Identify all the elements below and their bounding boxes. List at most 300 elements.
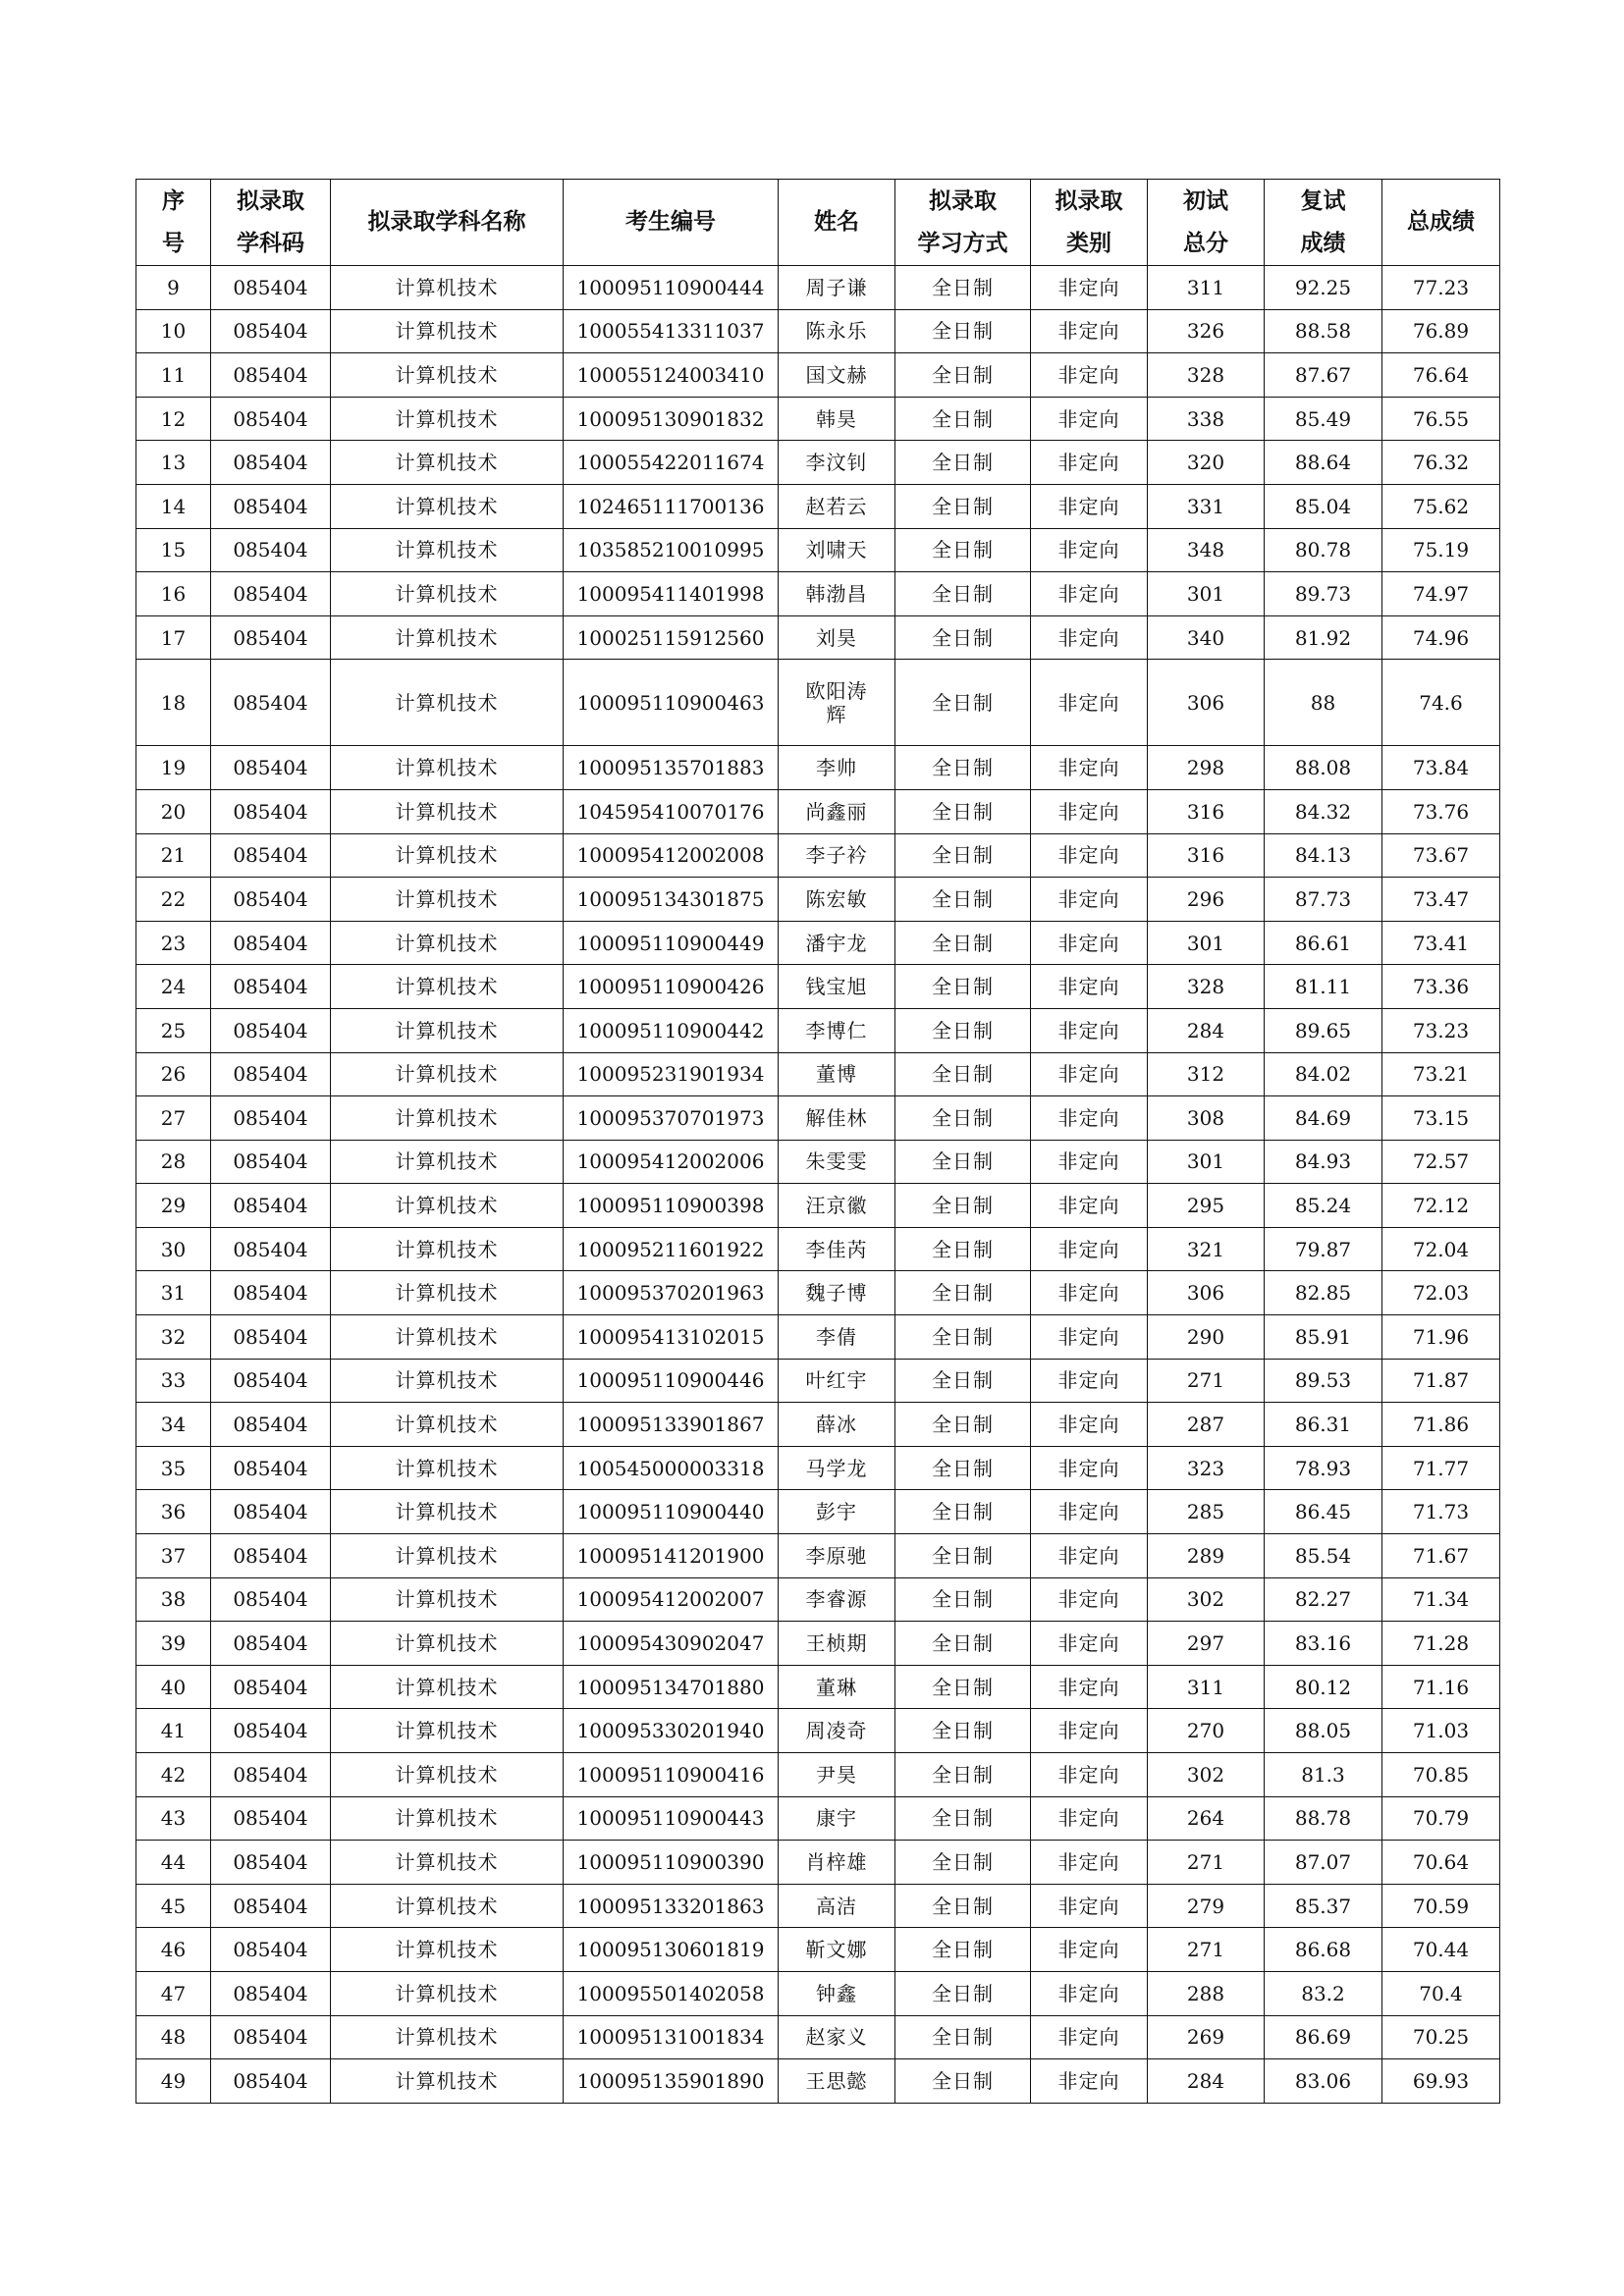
table-row <box>136 1841 1500 1885</box>
cell-retest: 84.02 <box>1265 1052 1382 1096</box>
table-row <box>136 397 1500 441</box>
cell-subject: 计算机技术 <box>331 1184 564 1228</box>
table-row <box>136 1446 1500 1490</box>
cell-name: 国文赫 <box>779 353 895 398</box>
cell-exam_id: 100095330201940 <box>564 1709 779 1753</box>
cell-code: 085404 <box>211 1534 331 1578</box>
cell-retest: 85.37 <box>1265 1884 1382 1928</box>
cell-name: 赵若云 <box>779 484 895 528</box>
cell-category: 非定向 <box>1031 965 1148 1009</box>
cell-subject: 计算机技术 <box>331 660 564 746</box>
cell-study_mode: 全日制 <box>895 1796 1031 1841</box>
table-row <box>136 1884 1500 1928</box>
cell-category: 非定向 <box>1031 1665 1148 1709</box>
cell-exam_id: 100095131001834 <box>564 2015 779 2059</box>
table-row <box>136 1928 1500 1972</box>
table-row <box>136 1665 1500 1709</box>
column-header-code: 拟录取 学科码 <box>211 180 331 266</box>
column-header-exam_id: 考生编号 <box>564 180 779 266</box>
cell-exam_id: 100095110900449 <box>564 921 779 965</box>
cell-retest: 88.08 <box>1265 746 1382 790</box>
cell-code: 085404 <box>211 1052 331 1096</box>
cell-name: 靳文娜 <box>779 1928 895 1972</box>
column-header-category: 拟录取 类别 <box>1031 180 1148 266</box>
cell-exam_id: 100095134701880 <box>564 1665 779 1709</box>
cell-study_mode: 全日制 <box>895 1315 1031 1360</box>
cell-seq: 10 <box>136 309 211 353</box>
cell-total: 71.03 <box>1382 1709 1500 1753</box>
cell-code: 085404 <box>211 266 331 310</box>
cell-total: 73.41 <box>1382 921 1500 965</box>
cell-category: 非定向 <box>1031 1796 1148 1841</box>
cell-category: 非定向 <box>1031 266 1148 310</box>
cell-exam_id: 100095110900398 <box>564 1184 779 1228</box>
admission-results-table <box>135 179 1500 2104</box>
cell-prelim_total: 270 <box>1148 1709 1265 1753</box>
cell-total: 73.76 <box>1382 789 1500 833</box>
cell-category: 非定向 <box>1031 1184 1148 1228</box>
cell-retest: 85.24 <box>1265 1184 1382 1228</box>
cell-code: 085404 <box>211 1884 331 1928</box>
cell-total: 71.96 <box>1382 1315 1500 1360</box>
cell-study_mode: 全日制 <box>895 397 1031 441</box>
cell-name: 汪京徽 <box>779 1184 895 1228</box>
cell-subject: 计算机技术 <box>331 572 564 616</box>
cell-code: 085404 <box>211 1008 331 1052</box>
cell-retest: 84.32 <box>1265 789 1382 833</box>
cell-seq: 28 <box>136 1140 211 1184</box>
table-row <box>136 1577 1500 1622</box>
cell-name: 董琳 <box>779 1665 895 1709</box>
cell-retest: 78.93 <box>1265 1446 1382 1490</box>
cell-seq: 45 <box>136 1884 211 1928</box>
cell-exam_id: 100095135701883 <box>564 746 779 790</box>
cell-category: 非定向 <box>1031 746 1148 790</box>
cell-total: 71.87 <box>1382 1359 1500 1403</box>
table-row <box>136 1271 1500 1315</box>
cell-study_mode: 全日制 <box>895 309 1031 353</box>
cell-exam_id: 100095110900440 <box>564 1490 779 1534</box>
cell-seq: 32 <box>136 1315 211 1360</box>
cell-study_mode: 全日制 <box>895 1403 1031 1447</box>
cell-exam_id: 100095110900442 <box>564 1008 779 1052</box>
cell-study_mode: 全日制 <box>895 1096 1031 1141</box>
cell-category: 非定向 <box>1031 1008 1148 1052</box>
cell-code: 085404 <box>211 2059 331 2104</box>
cell-exam_id: 100055124003410 <box>564 353 779 398</box>
cell-seq: 42 <box>136 1753 211 1797</box>
cell-subject: 计算机技术 <box>331 1315 564 1360</box>
cell-name: 魏子博 <box>779 1271 895 1315</box>
cell-study_mode: 全日制 <box>895 1446 1031 1490</box>
cell-retest: 88 <box>1265 660 1382 746</box>
cell-total: 77.23 <box>1382 266 1500 310</box>
cell-prelim_total: 271 <box>1148 1928 1265 1972</box>
cell-total: 73.47 <box>1382 878 1500 922</box>
table-row <box>136 266 1500 310</box>
cell-prelim_total: 316 <box>1148 789 1265 833</box>
cell-retest: 83.2 <box>1265 1971 1382 2015</box>
cell-prelim_total: 271 <box>1148 1841 1265 1885</box>
cell-seq: 49 <box>136 2059 211 2104</box>
cell-seq: 48 <box>136 2015 211 2059</box>
cell-code: 085404 <box>211 2015 331 2059</box>
cell-prelim_total: 321 <box>1148 1227 1265 1271</box>
cell-seq: 33 <box>136 1359 211 1403</box>
cell-total: 76.55 <box>1382 397 1500 441</box>
cell-category: 非定向 <box>1031 572 1148 616</box>
cell-code: 085404 <box>211 833 331 878</box>
cell-code: 085404 <box>211 615 331 660</box>
cell-retest: 88.64 <box>1265 441 1382 485</box>
cell-total: 75.62 <box>1382 484 1500 528</box>
cell-total: 70.25 <box>1382 2015 1500 2059</box>
cell-study_mode: 全日制 <box>895 1884 1031 1928</box>
cell-study_mode: 全日制 <box>895 1534 1031 1578</box>
cell-name: 解佳林 <box>779 1096 895 1141</box>
cell-total: 70.59 <box>1382 1884 1500 1928</box>
cell-category: 非定向 <box>1031 441 1148 485</box>
cell-subject: 计算机技术 <box>331 353 564 398</box>
cell-exam_id: 104595410070176 <box>564 789 779 833</box>
cell-seq: 27 <box>136 1096 211 1141</box>
cell-exam_id: 100545000003318 <box>564 1446 779 1490</box>
cell-subject: 计算机技术 <box>331 1622 564 1666</box>
cell-prelim_total: 323 <box>1148 1446 1265 1490</box>
table-row <box>136 1315 1500 1360</box>
cell-subject: 计算机技术 <box>331 1928 564 1972</box>
cell-exam_id: 100095231901934 <box>564 1052 779 1096</box>
cell-code: 085404 <box>211 1227 331 1271</box>
cell-category: 非定向 <box>1031 1753 1148 1797</box>
cell-prelim_total: 269 <box>1148 2015 1265 2059</box>
cell-prelim_total: 284 <box>1148 2059 1265 2104</box>
cell-name: 韩渤昌 <box>779 572 895 616</box>
cell-name: 潘宇龙 <box>779 921 895 965</box>
cell-category: 非定向 <box>1031 2015 1148 2059</box>
cell-subject: 计算机技术 <box>331 1140 564 1184</box>
table-row <box>136 1490 1500 1534</box>
cell-name: 李汶钊 <box>779 441 895 485</box>
cell-seq: 24 <box>136 965 211 1009</box>
cell-prelim_total: 320 <box>1148 441 1265 485</box>
cell-subject: 计算机技术 <box>331 1008 564 1052</box>
cell-seq: 12 <box>136 397 211 441</box>
cell-code: 085404 <box>211 1490 331 1534</box>
cell-code: 085404 <box>211 1403 331 1447</box>
cell-retest: 86.61 <box>1265 921 1382 965</box>
cell-study_mode: 全日制 <box>895 441 1031 485</box>
cell-seq: 22 <box>136 878 211 922</box>
cell-name: 欧阳涛 辉 <box>779 660 895 746</box>
cell-seq: 37 <box>136 1534 211 1578</box>
cell-total: 76.89 <box>1382 309 1500 353</box>
table-row <box>136 1622 1500 1666</box>
cell-retest: 83.06 <box>1265 2059 1382 2104</box>
table-row <box>136 1403 1500 1447</box>
cell-retest: 85.49 <box>1265 397 1382 441</box>
cell-category: 非定向 <box>1031 2059 1148 2104</box>
cell-study_mode: 全日制 <box>895 1971 1031 2015</box>
cell-category: 非定向 <box>1031 1577 1148 1622</box>
cell-retest: 81.92 <box>1265 615 1382 660</box>
cell-category: 非定向 <box>1031 1446 1148 1490</box>
cell-exam_id: 100095110900444 <box>564 266 779 310</box>
cell-category: 非定向 <box>1031 1622 1148 1666</box>
cell-retest: 87.67 <box>1265 353 1382 398</box>
cell-exam_id: 100095110900446 <box>564 1359 779 1403</box>
cell-study_mode: 全日制 <box>895 528 1031 572</box>
cell-study_mode: 全日制 <box>895 1008 1031 1052</box>
cell-prelim_total: 326 <box>1148 309 1265 353</box>
cell-code: 085404 <box>211 1622 331 1666</box>
cell-prelim_total: 296 <box>1148 878 1265 922</box>
cell-name: 周凌奇 <box>779 1709 895 1753</box>
cell-total: 76.64 <box>1382 353 1500 398</box>
cell-study_mode: 全日制 <box>895 1622 1031 1666</box>
cell-subject: 计算机技术 <box>331 1841 564 1885</box>
column-header-retest: 复试 成绩 <box>1265 180 1382 266</box>
cell-category: 非定向 <box>1031 660 1148 746</box>
cell-total: 76.32 <box>1382 441 1500 485</box>
cell-study_mode: 全日制 <box>895 1184 1031 1228</box>
cell-code: 085404 <box>211 789 331 833</box>
cell-total: 72.03 <box>1382 1271 1500 1315</box>
cell-exam_id: 100095211601922 <box>564 1227 779 1271</box>
cell-seq: 20 <box>136 789 211 833</box>
cell-name: 李子衿 <box>779 833 895 878</box>
cell-seq: 14 <box>136 484 211 528</box>
cell-name: 陈永乐 <box>779 309 895 353</box>
cell-prelim_total: 328 <box>1148 965 1265 1009</box>
cell-study_mode: 全日制 <box>895 1359 1031 1403</box>
cell-study_mode: 全日制 <box>895 1577 1031 1622</box>
table-row <box>136 965 1500 1009</box>
cell-name: 马学龙 <box>779 1446 895 1490</box>
cell-code: 085404 <box>211 1577 331 1622</box>
cell-study_mode: 全日制 <box>895 1928 1031 1972</box>
cell-subject: 计算机技术 <box>331 833 564 878</box>
table-row <box>136 746 1500 790</box>
cell-exam_id: 100095411401998 <box>564 572 779 616</box>
cell-subject: 计算机技术 <box>331 1403 564 1447</box>
cell-seq: 43 <box>136 1796 211 1841</box>
cell-name: 彭宇 <box>779 1490 895 1534</box>
cell-category: 非定向 <box>1031 1928 1148 1972</box>
table-row <box>136 1052 1500 1096</box>
cell-exam_id: 100095370201963 <box>564 1271 779 1315</box>
table-row <box>136 309 1500 353</box>
table-row <box>136 441 1500 485</box>
cell-name: 薛冰 <box>779 1403 895 1447</box>
cell-exam_id: 100095130601819 <box>564 1928 779 1972</box>
cell-seq: 26 <box>136 1052 211 1096</box>
cell-seq: 30 <box>136 1227 211 1271</box>
cell-exam_id: 103585210010995 <box>564 528 779 572</box>
cell-study_mode: 全日制 <box>895 1709 1031 1753</box>
cell-retest: 88.05 <box>1265 1709 1382 1753</box>
cell-exam_id: 100095130901832 <box>564 397 779 441</box>
table-row <box>136 1971 1500 2015</box>
cell-prelim_total: 301 <box>1148 572 1265 616</box>
cell-category: 非定向 <box>1031 878 1148 922</box>
cell-subject: 计算机技术 <box>331 1796 564 1841</box>
cell-prelim_total: 264 <box>1148 1796 1265 1841</box>
cell-seq: 39 <box>136 1622 211 1666</box>
column-header-subject: 拟录取学科名称 <box>331 180 564 266</box>
cell-total: 71.73 <box>1382 1490 1500 1534</box>
cell-study_mode: 全日制 <box>895 1227 1031 1271</box>
table-row <box>136 1140 1500 1184</box>
cell-exam_id: 100095141201900 <box>564 1534 779 1578</box>
cell-code: 085404 <box>211 1928 331 1972</box>
cell-seq: 15 <box>136 528 211 572</box>
cell-retest: 82.85 <box>1265 1271 1382 1315</box>
cell-category: 非定向 <box>1031 833 1148 878</box>
cell-total: 71.28 <box>1382 1622 1500 1666</box>
table-row <box>136 353 1500 398</box>
cell-name: 赵家义 <box>779 2015 895 2059</box>
cell-name: 尚鑫丽 <box>779 789 895 833</box>
cell-subject: 计算机技术 <box>331 921 564 965</box>
cell-seq: 21 <box>136 833 211 878</box>
cell-subject: 计算机技术 <box>331 1577 564 1622</box>
cell-code: 085404 <box>211 1140 331 1184</box>
cell-study_mode: 全日制 <box>895 833 1031 878</box>
cell-seq: 18 <box>136 660 211 746</box>
cell-prelim_total: 316 <box>1148 833 1265 878</box>
table-row <box>136 1753 1500 1797</box>
cell-retest: 89.65 <box>1265 1008 1382 1052</box>
cell-code: 085404 <box>211 484 331 528</box>
cell-subject: 计算机技术 <box>331 965 564 1009</box>
cell-prelim_total: 298 <box>1148 746 1265 790</box>
cell-total: 73.67 <box>1382 833 1500 878</box>
cell-name: 钟鑫 <box>779 1971 895 2015</box>
cell-category: 非定向 <box>1031 1359 1148 1403</box>
cell-name: 韩昊 <box>779 397 895 441</box>
cell-category: 非定向 <box>1031 1096 1148 1141</box>
column-header-study_mode: 拟录取 学习方式 <box>895 180 1031 266</box>
table-row <box>136 1096 1500 1141</box>
cell-study_mode: 全日制 <box>895 746 1031 790</box>
table-row <box>136 1796 1500 1841</box>
cell-prelim_total: 311 <box>1148 1665 1265 1709</box>
cell-prelim_total: 312 <box>1148 1052 1265 1096</box>
cell-seq: 23 <box>136 921 211 965</box>
cell-retest: 92.25 <box>1265 266 1382 310</box>
cell-subject: 计算机技术 <box>331 397 564 441</box>
cell-exam_id: 100095412002006 <box>564 1140 779 1184</box>
cell-subject: 计算机技术 <box>331 1227 564 1271</box>
cell-retest: 81.11 <box>1265 965 1382 1009</box>
cell-exam_id: 100095501402058 <box>564 1971 779 2015</box>
cell-subject: 计算机技术 <box>331 309 564 353</box>
cell-code: 085404 <box>211 965 331 1009</box>
cell-code: 085404 <box>211 1271 331 1315</box>
cell-total: 72.57 <box>1382 1140 1500 1184</box>
cell-prelim_total: 285 <box>1148 1490 1265 1534</box>
table-row <box>136 2015 1500 2059</box>
cell-code: 085404 <box>211 1446 331 1490</box>
cell-retest: 87.73 <box>1265 878 1382 922</box>
cell-name: 尹昊 <box>779 1753 895 1797</box>
cell-code: 085404 <box>211 878 331 922</box>
cell-study_mode: 全日制 <box>895 615 1031 660</box>
cell-total: 71.86 <box>1382 1403 1500 1447</box>
cell-study_mode: 全日制 <box>895 878 1031 922</box>
cell-total: 70.44 <box>1382 1928 1500 1972</box>
table-body <box>136 266 1500 2104</box>
cell-exam_id: 100095413102015 <box>564 1315 779 1360</box>
cell-retest: 80.78 <box>1265 528 1382 572</box>
table-row <box>136 484 1500 528</box>
cell-prelim_total: 340 <box>1148 615 1265 660</box>
cell-study_mode: 全日制 <box>895 921 1031 965</box>
cell-name: 朱雯雯 <box>779 1140 895 1184</box>
cell-seq: 38 <box>136 1577 211 1622</box>
cell-prelim_total: 301 <box>1148 1140 1265 1184</box>
cell-category: 非定向 <box>1031 1052 1148 1096</box>
cell-prelim_total: 331 <box>1148 484 1265 528</box>
cell-subject: 计算机技术 <box>331 1359 564 1403</box>
cell-total: 70.79 <box>1382 1796 1500 1841</box>
cell-exam_id: 100095110900443 <box>564 1796 779 1841</box>
cell-seq: 47 <box>136 1971 211 2015</box>
cell-prelim_total: 279 <box>1148 1884 1265 1928</box>
cell-retest: 86.68 <box>1265 1928 1382 1972</box>
cell-category: 非定向 <box>1031 484 1148 528</box>
cell-total: 71.16 <box>1382 1665 1500 1709</box>
cell-subject: 计算机技术 <box>331 441 564 485</box>
cell-total: 73.23 <box>1382 1008 1500 1052</box>
cell-exam_id: 100095110900390 <box>564 1841 779 1885</box>
cell-category: 非定向 <box>1031 1403 1148 1447</box>
cell-prelim_total: 338 <box>1148 397 1265 441</box>
cell-prelim_total: 287 <box>1148 1403 1265 1447</box>
table-row <box>136 660 1500 746</box>
cell-seq: 11 <box>136 353 211 398</box>
table-row <box>136 572 1500 616</box>
table-row <box>136 1184 1500 1228</box>
cell-retest: 84.93 <box>1265 1140 1382 1184</box>
cell-exam_id: 100095412002008 <box>564 833 779 878</box>
cell-study_mode: 全日制 <box>895 660 1031 746</box>
cell-total: 74.96 <box>1382 615 1500 660</box>
cell-total: 71.34 <box>1382 1577 1500 1622</box>
cell-exam_id: 100095133901867 <box>564 1403 779 1447</box>
cell-study_mode: 全日制 <box>895 353 1031 398</box>
cell-study_mode: 全日制 <box>895 1665 1031 1709</box>
cell-exam_id: 100055422011674 <box>564 441 779 485</box>
cell-subject: 计算机技术 <box>331 789 564 833</box>
cell-name: 肖梓雄 <box>779 1841 895 1885</box>
cell-study_mode: 全日制 <box>895 789 1031 833</box>
cell-name: 钱宝旭 <box>779 965 895 1009</box>
cell-name: 李睿源 <box>779 1577 895 1622</box>
cell-exam_id: 100095110900416 <box>564 1753 779 1797</box>
cell-code: 085404 <box>211 1315 331 1360</box>
cell-retest: 88.78 <box>1265 1796 1382 1841</box>
column-header-name: 姓名 <box>779 180 895 266</box>
cell-prelim_total: 306 <box>1148 1271 1265 1315</box>
cell-total: 73.84 <box>1382 746 1500 790</box>
cell-code: 085404 <box>211 1841 331 1885</box>
cell-prelim_total: 348 <box>1148 528 1265 572</box>
cell-prelim_total: 302 <box>1148 1753 1265 1797</box>
cell-code: 085404 <box>211 309 331 353</box>
cell-subject: 计算机技术 <box>331 1709 564 1753</box>
